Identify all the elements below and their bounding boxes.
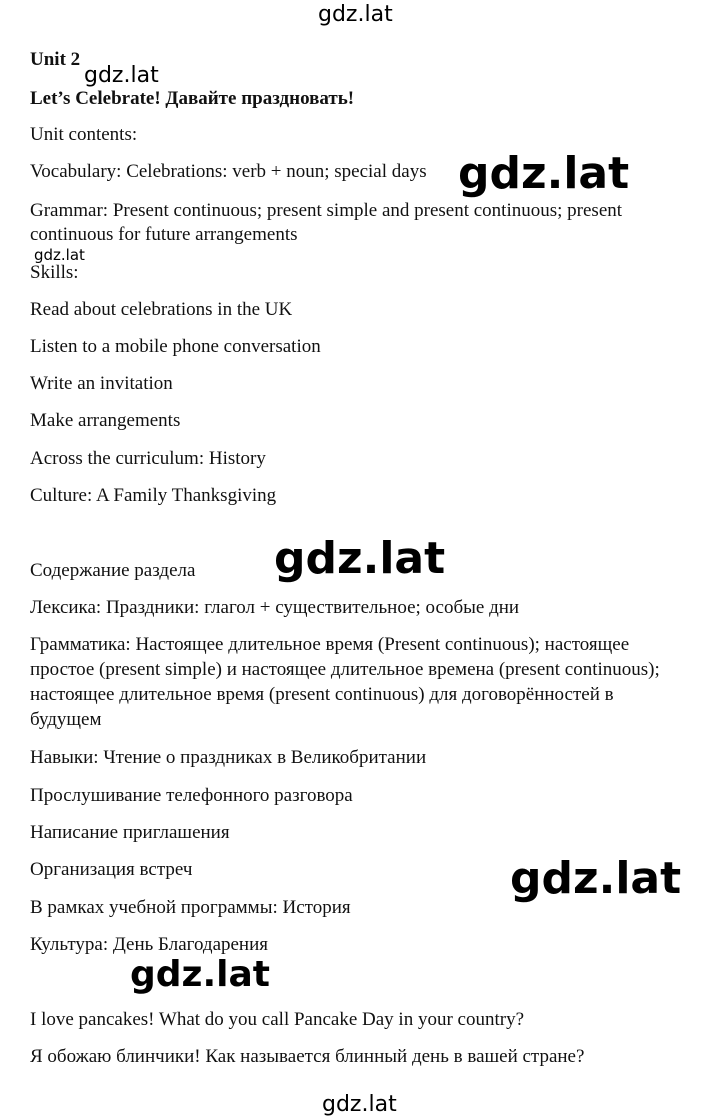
- skill-item: Read about celebrations in the UK: [30, 299, 293, 320]
- grammar-line-ru: настоящее длительное время (present continuous) для договорённостей в: [30, 684, 614, 705]
- contents-label: Unit contents:: [30, 124, 138, 145]
- skill-item-ru: Написание приглашения: [30, 822, 230, 843]
- watermark-tiny: gdz.lat: [34, 246, 85, 264]
- grammar-line-ru: простое (present simple) и настоящее длительное времена (present continuous);: [30, 659, 660, 680]
- question-en: I love pancakes! What do you call Pancake Day in your country?: [30, 1009, 524, 1030]
- unit-number: Unit 2: [30, 49, 81, 70]
- curriculum-line-ru: В рамках учебной программы: История: [30, 897, 351, 918]
- culture-line-ru: Культура: День Благодарения: [30, 934, 269, 955]
- grammar-line: continuous for future arrangements: [30, 224, 298, 245]
- watermark-bottom: gdz.lat: [322, 1092, 397, 1117]
- skill-item: Write an invitation: [30, 373, 173, 394]
- watermark-large: gdz.lat: [458, 148, 630, 199]
- watermark-medium: gdz.lat: [130, 954, 271, 995]
- watermark-top: gdz.lat: [318, 2, 393, 27]
- skill-item: Listen to a mobile phone conversation: [30, 336, 321, 357]
- watermark-small: gdz.lat: [84, 63, 159, 88]
- watermark-large: gdz.lat: [510, 853, 682, 904]
- skill-item-ru: Организация встреч: [30, 859, 193, 880]
- vocabulary-line: Vocabulary: Celebrations: verb + noun; special days: [30, 161, 427, 182]
- unit-title: Let’s Celebrate! Давайте праздновать!: [30, 88, 355, 109]
- skill-item: Make arrangements: [30, 410, 181, 431]
- curriculum-line: Across the curriculum: History: [30, 448, 266, 469]
- vocabulary-line-ru: Лексика: Праздники: глагол + существительное; особые дни: [30, 597, 520, 618]
- skill-item-ru: Прослушивание телефонного разговора: [30, 785, 353, 806]
- grammar-line-ru: будущем: [30, 709, 102, 730]
- grammar-line-ru: Грамматика: Настоящее длительное время (Present continuous); настоящее: [30, 634, 630, 655]
- culture-line: Culture: A Family Thanksgiving: [30, 485, 277, 506]
- skills-line-ru: Навыки: Чтение о праздниках в Великобритании: [30, 747, 427, 768]
- watermark-large: gdz.lat: [274, 533, 446, 584]
- skills-label: Skills:: [30, 262, 79, 283]
- question-ru: Я обожаю блинчики! Как называется блинный день в вашей стране?: [30, 1046, 585, 1067]
- grammar-line: Grammar: Present continuous; present simple and present continuous; present: [30, 200, 623, 221]
- contents-label-ru: Содержание раздела: [30, 560, 196, 581]
